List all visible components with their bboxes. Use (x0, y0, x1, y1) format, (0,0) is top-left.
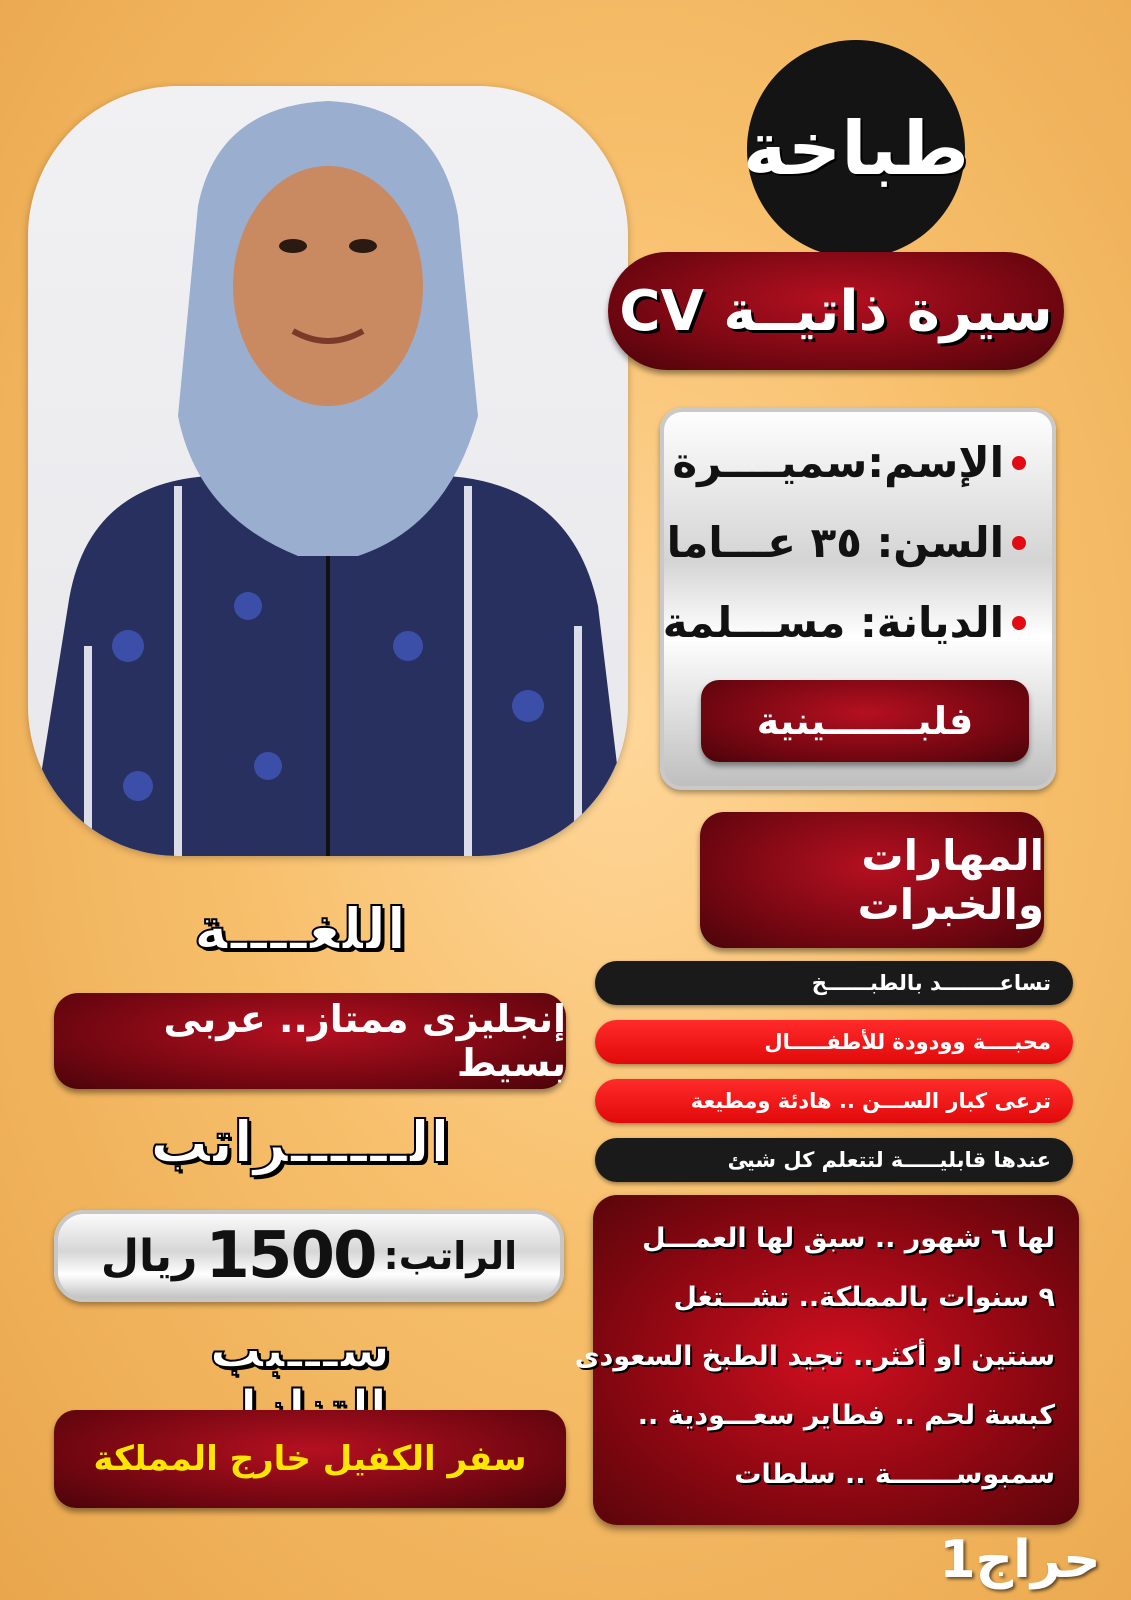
skill-item (595, 1138, 1073, 1182)
nationality-text: فلبـــــــينية (756, 699, 974, 743)
skills-heading: المهارات والخبرات (857, 831, 1044, 929)
cv-title-banner (608, 252, 1064, 370)
salary-heading: الــــــراتب (150, 1108, 450, 1176)
skills-heading-box (700, 812, 1044, 948)
release-reason-value: سفر الكفيل خارج المملكة (93, 1439, 527, 1479)
bullet-icon (1012, 616, 1026, 630)
age-text: السن: ٣٥ عـــاما (666, 518, 1004, 567)
religion-line (663, 598, 1026, 647)
job-title-badge (743, 40, 969, 258)
salary-amount: 1500 (205, 1219, 376, 1293)
skill-text: تساعــــــــد بالطبــــــخ (811, 971, 1051, 995)
experience-box (574, 1195, 1079, 1525)
release-reason-box (54, 1410, 566, 1508)
name-line (672, 438, 1026, 487)
salary-box (54, 1210, 564, 1302)
job-title: طباخة (743, 106, 969, 192)
nationality-badge (701, 680, 1029, 762)
watermark: حراج1 (939, 1530, 1101, 1590)
language-heading: اللغــــة (193, 895, 407, 963)
profile-photo-illustration (28, 86, 628, 856)
name-text: الإسم:سميــــرة (672, 438, 1004, 487)
skill-text: عندها قابليـــــة لتتعلم كل شيئ (727, 1148, 1051, 1172)
profile-photo (28, 86, 628, 856)
experience-line: سمبوســـــــة .. سلطات (734, 1459, 1055, 1490)
religion-text: الديانة: مســـلمة (662, 598, 1004, 647)
cv-title: سيرة ذاتيــة CV (619, 278, 1053, 344)
bullet-icon (1012, 536, 1026, 550)
skill-text: محبــــة وودودة للأطفـــــال (764, 1030, 1051, 1054)
bullet-icon (1012, 456, 1026, 470)
skill-text: ترعى كبار الســـن .. هادئة ومطيعة (690, 1089, 1051, 1113)
experience-line: ٩ سنوات بالمملكة.. تشـــتغل (673, 1282, 1055, 1313)
release-reason-heading: ســـبب (209, 1320, 391, 1380)
experience-line: لها ٦ شهور .. سبق لها العمـــل (642, 1223, 1055, 1254)
experience-line: سنتين او أكثر.. تجيد الطبخ السعودى (574, 1341, 1055, 1372)
language-value: إنجليزى ممتاز.. عربى بسيط (163, 997, 566, 1085)
salary-label: الراتب: (383, 1234, 518, 1278)
age-line (667, 518, 1026, 567)
skill-item (595, 1020, 1073, 1064)
salary-unit: ريال (100, 1230, 198, 1282)
skill-item (595, 1079, 1073, 1123)
experience-line: كبسة لحم .. فطاير سعـــودية .. (637, 1400, 1055, 1431)
skill-item (595, 961, 1073, 1005)
language-value-box (54, 993, 566, 1089)
